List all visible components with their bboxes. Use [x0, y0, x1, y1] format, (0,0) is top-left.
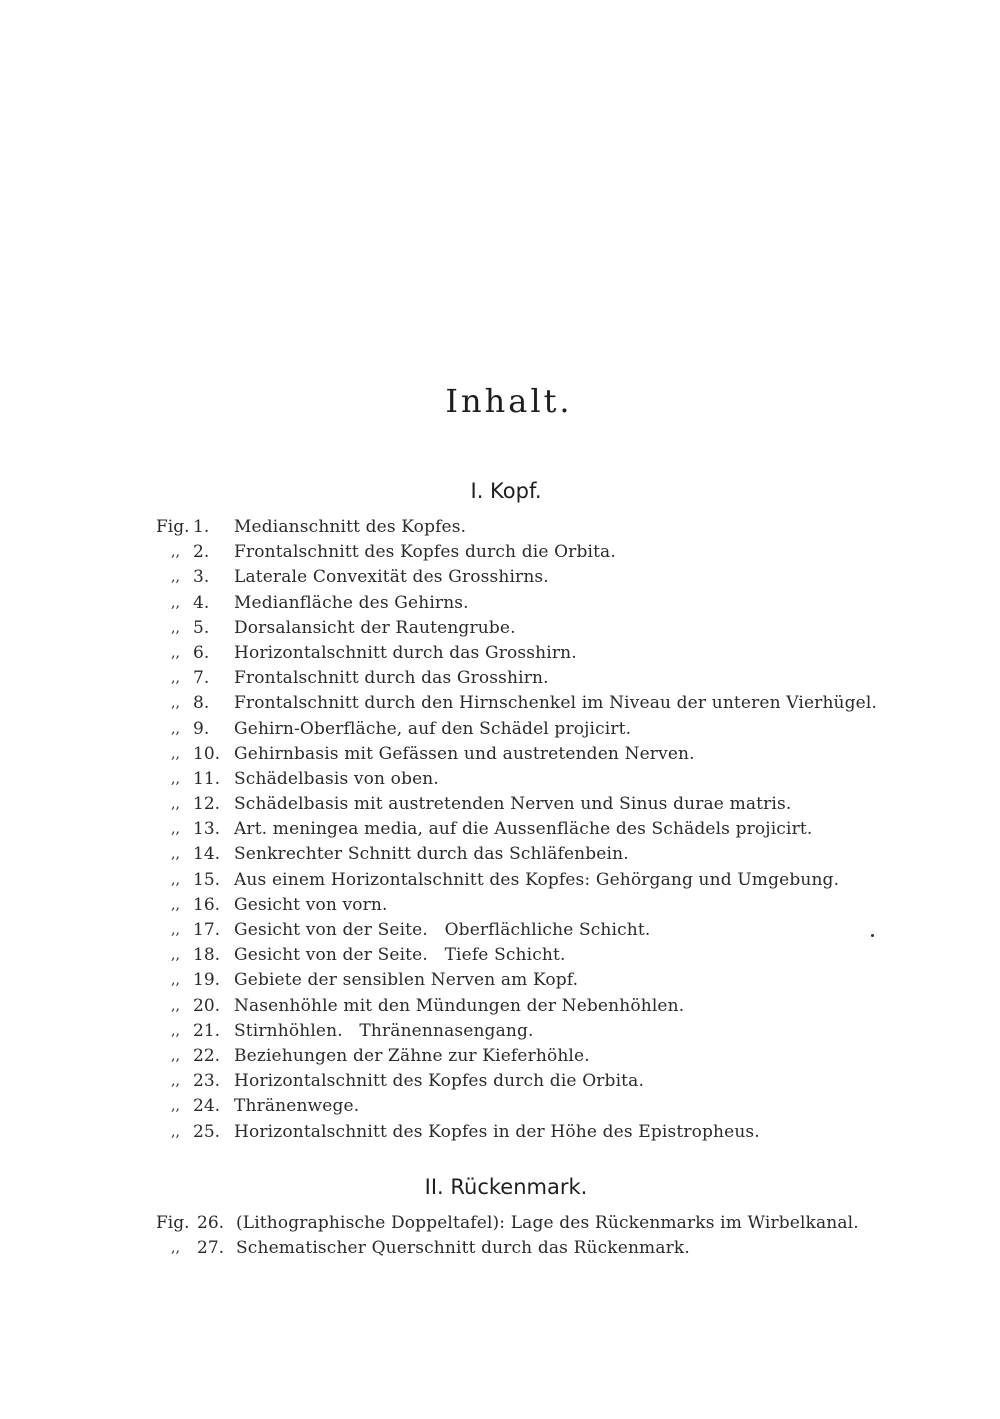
figure-title: Nasenhöhle mit den Mündungen der Nebenhöhlen. [234, 995, 685, 1016]
list-item [0, 1044, 1000, 1069]
figure-title: Horizontalschnitt des Kopfes in der Höhe des Epistropheus. [234, 1121, 760, 1142]
figure-number: 19. [193, 970, 221, 991]
figure-number: 10. [193, 743, 221, 764]
figure-title: Laterale Convexität des Grosshirns. [234, 567, 549, 588]
ditto-mark: ,, [171, 972, 180, 989]
ditto-mark: ,, [171, 1047, 180, 1064]
figure-number: 3. [193, 567, 210, 588]
list-item [0, 968, 1000, 993]
list-item [0, 767, 1000, 792]
list-item [0, 842, 1000, 867]
figure-list-kopf [0, 515, 1000, 1145]
ditto-mark: ,, [171, 670, 180, 687]
figure-number: 1. [193, 517, 210, 537]
page-title: Inhalt. [445, 382, 573, 420]
list-item [0, 994, 1000, 1019]
ditto-mark: ,, [171, 947, 180, 964]
list-item [0, 1236, 1000, 1261]
figure-title: Stirnhöhlen. Thränennasengang. [234, 1020, 534, 1041]
ditto-mark: ,, [171, 922, 180, 938]
figure-title: Gesicht von der Seite. Oberflächliche Schicht. [234, 920, 651, 940]
ditto-mark: ,, [171, 1240, 180, 1257]
figure-title: Frontalschnitt durch das Grosshirn. [234, 668, 549, 689]
ditto-mark: ,, [171, 619, 180, 636]
ink-speck [871, 934, 874, 937]
figure-number: 18. [193, 945, 221, 966]
ditto-mark: ,, [171, 1073, 180, 1090]
figure-number: 24. [193, 1096, 221, 1117]
ditto-mark: ,, [171, 1022, 180, 1039]
list-item [0, 717, 1000, 742]
figure-number: 26. [197, 1213, 225, 1233]
figure-number: 27. [197, 1238, 225, 1259]
list-item [0, 515, 1000, 540]
figure-number: 15. [193, 869, 221, 890]
figure-title: (Lithographische Doppeltafel): Lage des Rückenmarks im Wirbelkanal. [236, 1213, 859, 1233]
fig-prefix: Fig. [156, 517, 190, 537]
figure-title: Horizontalschnitt des Kopfes durch die Orbita. [234, 1071, 644, 1092]
list-item [0, 540, 1000, 565]
ditto-mark: ,, [171, 544, 180, 561]
figure-title: Medianfläche des Gehirns. [234, 592, 469, 613]
ditto-mark: ,, [171, 871, 180, 888]
figure-number: 5. [193, 617, 210, 638]
ditto-mark: ,, [171, 770, 180, 787]
figure-number: 20. [193, 995, 221, 1016]
ditto-mark: ,, [171, 997, 180, 1014]
list-item [0, 666, 1000, 691]
figure-title: Schematischer Querschnitt durch das Rückenmark. [236, 1238, 690, 1259]
ditto-mark: ,, [171, 644, 180, 661]
list-item [0, 1094, 1000, 1119]
ditto-mark: ,, [171, 1123, 180, 1140]
list-item [0, 641, 1000, 666]
figure-title: Gebiete der sensiblen Nerven am Kopf. [234, 970, 579, 991]
list-item [0, 565, 1000, 590]
list-item [0, 616, 1000, 641]
figure-title: Gehirn-Oberfläche, auf den Schädel projicirt. [234, 718, 632, 739]
figure-number: 21. [193, 1020, 221, 1041]
figure-number: 6. [193, 642, 210, 663]
figure-number: 2. [193, 542, 210, 563]
ditto-mark: ,, [171, 745, 180, 762]
figure-title: Schädelbasis von oben. [234, 768, 439, 789]
list-item [0, 792, 1000, 817]
figure-title: Dorsalansicht der Rautengrube. [234, 617, 516, 638]
figure-number: 9. [193, 718, 210, 739]
figure-number: 7. [193, 668, 210, 689]
ditto-mark: ,, [171, 720, 180, 737]
figure-number: 11. [193, 768, 221, 789]
ditto-mark: ,, [171, 796, 180, 813]
figure-title: Gesicht von der Seite. Tiefe Schicht. [234, 945, 566, 966]
figure-title: Thränenwege. [234, 1096, 360, 1117]
list-item [0, 1069, 1000, 1094]
list-item [0, 1120, 1000, 1145]
list-item [0, 1211, 1000, 1236]
figure-number: 12. [193, 794, 221, 815]
figure-number: 22. [193, 1045, 221, 1066]
figure-title: Schädelbasis mit austretenden Nerven und Sinus durae matris. [234, 794, 792, 815]
ditto-mark: ,, [171, 695, 180, 712]
ditto-mark: ,, [171, 896, 180, 913]
figure-title: Medianschnitt des Kopfes. [234, 517, 467, 537]
ditto-mark: ,, [171, 821, 180, 838]
ditto-mark: ,, [171, 594, 180, 611]
list-item [0, 1019, 1000, 1044]
ditto-mark: ,, [171, 1098, 180, 1115]
fig-prefix: Fig. [156, 1213, 190, 1233]
figure-title: Gehirnbasis mit Gefässen und austretenden Nerven. [234, 743, 695, 764]
list-item [0, 918, 1000, 943]
list-item [0, 742, 1000, 767]
figure-number: 13. [193, 819, 221, 840]
list-item [0, 893, 1000, 918]
figure-title: Gesicht von vorn. [234, 894, 388, 915]
figure-title: Senkrechter Schnitt durch das Schläfenbein. [234, 844, 629, 865]
section-heading-kopf: I. Kopf. [470, 479, 542, 503]
figure-title: Aus einem Horizontalschnitt des Kopfes: Gehörgang und Umgebung. [234, 869, 840, 890]
figure-number: 4. [193, 592, 210, 613]
ditto-mark: ,, [171, 846, 180, 863]
figure-number: 25. [193, 1121, 221, 1142]
figure-title: Beziehungen der Zähne zur Kieferhöhle. [234, 1045, 590, 1066]
figure-title: Art. meningea media, auf die Aussenfläche des Schädels projicirt. [234, 819, 813, 840]
list-item [0, 868, 1000, 893]
figure-number: 16. [193, 894, 221, 915]
list-item [0, 591, 1000, 616]
figure-number: 23. [193, 1071, 221, 1092]
figure-title: Frontalschnitt des Kopfes durch die Orbita. [234, 542, 616, 563]
figure-title: Horizontalschnitt durch das Grosshirn. [234, 642, 577, 663]
section-heading-rueckenmark: II. Rückenmark. [424, 1175, 588, 1199]
figure-number: 17. [193, 920, 221, 940]
figure-number: 14. [193, 844, 221, 865]
list-item [0, 943, 1000, 968]
ditto-mark: ,, [171, 569, 180, 586]
list-item [0, 691, 1000, 716]
figure-title: Frontalschnitt durch den Hirnschenkel im Niveau der unteren Vierhügel. [234, 693, 878, 714]
figure-list-rueckenmark [0, 1211, 1000, 1261]
list-item [0, 817, 1000, 842]
figure-number: 8. [193, 693, 210, 714]
